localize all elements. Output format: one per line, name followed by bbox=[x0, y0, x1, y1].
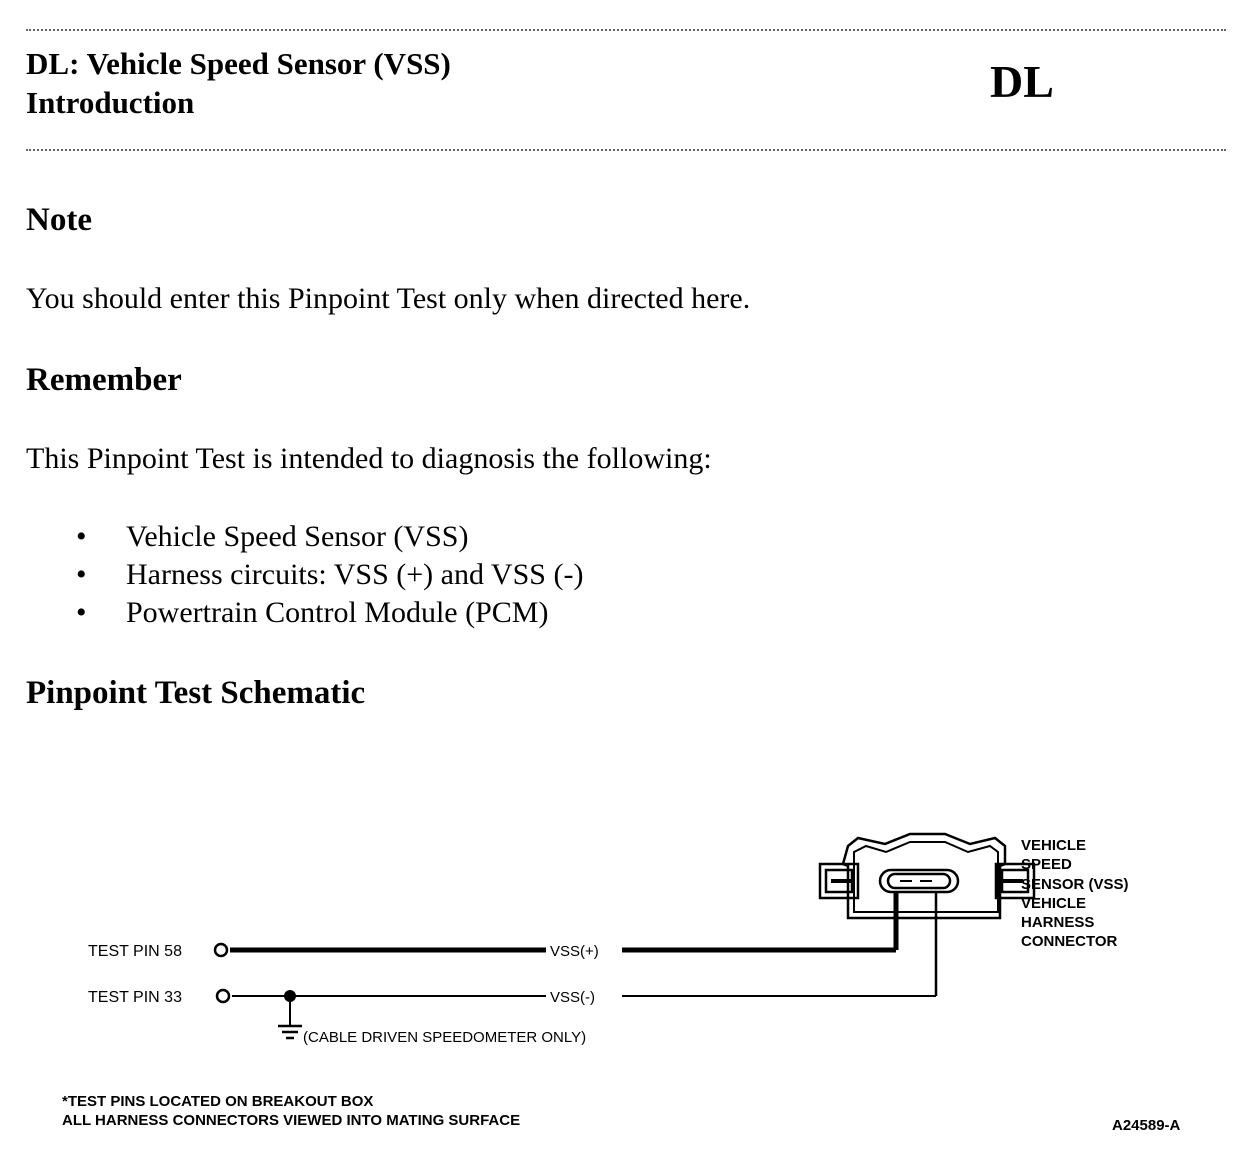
figure-id: A24589-A bbox=[1112, 1117, 1181, 1134]
top-divider bbox=[26, 29, 1226, 31]
connector-label-line: SENSOR (VSS) bbox=[1021, 876, 1129, 893]
test-pin-58-terminal-icon bbox=[215, 944, 227, 956]
title-line-1: DL: Vehicle Speed Sensor (VSS) bbox=[26, 46, 451, 81]
vss-minus-label: VSS(-) bbox=[550, 989, 595, 1006]
remember-heading: Remember bbox=[26, 362, 182, 398]
ground-note: (CABLE DRIVEN SPEEDOMETER ONLY) bbox=[303, 1029, 587, 1046]
list-item-text: Powertrain Control Module (PCM) bbox=[126, 596, 549, 629]
vss-plus-label: VSS(+) bbox=[550, 943, 599, 960]
connector-label-line: VEHICLE bbox=[1021, 837, 1087, 854]
page-title bbox=[26, 44, 451, 122]
connector-label bbox=[1021, 837, 1129, 950]
bullet-icon: • bbox=[76, 596, 87, 629]
note-text: You should enter this Pinpoint Test only when directed here. bbox=[26, 282, 751, 315]
list-item-text: Vehicle Speed Sensor (VSS) bbox=[126, 520, 469, 553]
list-item bbox=[76, 556, 583, 594]
bullet-icon: • bbox=[76, 558, 87, 591]
vss-connector-icon bbox=[820, 834, 1034, 996]
test-pin-58-label: TEST PIN 58 bbox=[88, 943, 182, 960]
footnote-line-1: *TEST PINS LOCATED ON BREAKOUT BOX bbox=[62, 1093, 374, 1110]
section-code: DL bbox=[990, 56, 1054, 107]
bullet-icon: • bbox=[76, 520, 87, 553]
connector-label-line: HARNESS bbox=[1021, 914, 1095, 931]
splice-dot-icon bbox=[284, 990, 296, 1002]
title-line-2: Introduction bbox=[26, 85, 195, 120]
connector-label-line: CONNECTOR bbox=[1021, 933, 1118, 950]
header-bottom-divider bbox=[26, 149, 1226, 151]
note-heading: Note bbox=[26, 202, 92, 238]
list-item-text: Harness circuits: VSS (+) and VSS (-) bbox=[126, 558, 584, 591]
footnote-line-2: ALL HARNESS CONNECTORS VIEWED INTO MATING SURFACE bbox=[62, 1112, 521, 1129]
diagnosis-list bbox=[76, 518, 583, 632]
remember-text: This Pinpoint Test is intended to diagnosis the following: bbox=[26, 442, 712, 475]
connector-label-line: VEHICLE bbox=[1021, 895, 1087, 912]
list-item bbox=[76, 518, 583, 556]
test-pin-33-label: TEST PIN 33 bbox=[88, 989, 182, 1006]
schematic-heading: Pinpoint Test Schematic bbox=[26, 675, 366, 711]
list-item bbox=[76, 594, 583, 632]
connector-label-line: SPEED bbox=[1021, 856, 1072, 873]
pinpoint-test-schematic bbox=[0, 820, 1248, 1140]
test-pin-33-terminal-icon bbox=[217, 990, 229, 1002]
